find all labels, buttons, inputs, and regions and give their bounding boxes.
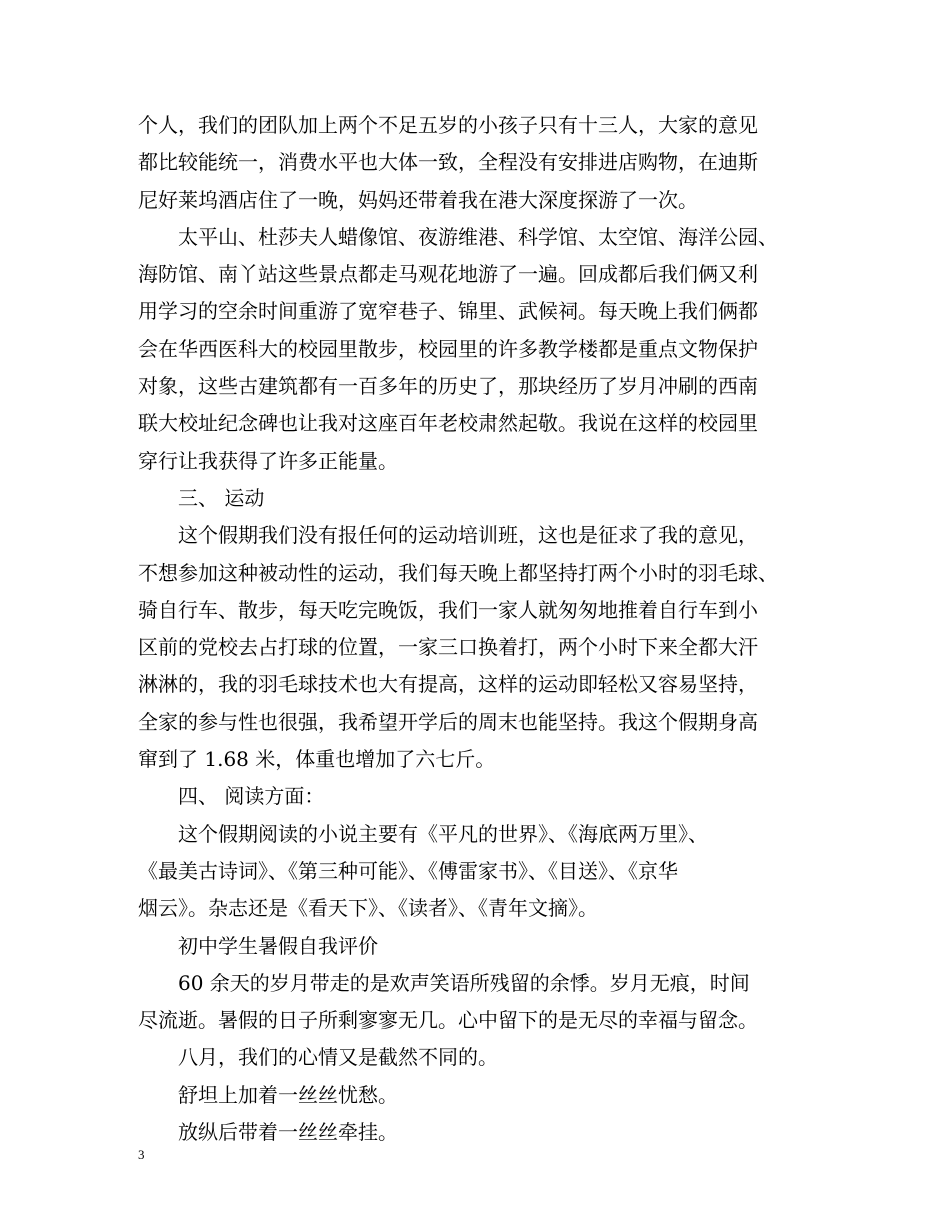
text-line: 区前的党校去占打球的位置，一家三口换着打，两个小时下来全都大汗: [138, 635, 758, 660]
text-line: 这个假期阅读的小说主要有《平凡的世界》、《海底两万里》、: [178, 821, 708, 846]
text-line: 会在华西医科大的校园里散步，校园里的许多教学楼都是重点文物保护: [138, 336, 758, 361]
paragraph-sightseeing: [138, 219, 818, 480]
text-line: 60 余天的岁月带走的是欢声笑语所残留的余悸。岁月无痕，时间: [178, 970, 750, 995]
document-body: [138, 107, 818, 1151]
paragraph-reading: [138, 816, 818, 928]
paragraph-sports: [138, 517, 818, 778]
paragraph-hong-kong-trip: [138, 107, 818, 219]
section-heading-reading: 四、 阅读方面：: [178, 784, 325, 809]
text-line: 都比较能统一，消费水平也大体一致，全程没有安排进店购物，在迪斯: [138, 150, 758, 175]
text-line: 尽流逝。暑假的日子所剩寥寥无几。心中留下的是无尽的幸福与留念。: [138, 1008, 758, 1033]
paragraph-august: [138, 1039, 818, 1076]
text-line: 舒坦上加着一丝丝忧愁。: [178, 1082, 398, 1107]
text-line: 八月，我们的心情又是截然不同的。: [178, 1045, 498, 1070]
text-line: 用学习的空余时间重游了宽窄巷子、锦里、武候祠。每天晚上我们俩都: [138, 299, 758, 324]
paragraph-summer-days: [138, 965, 818, 1040]
paragraph-comfort: [138, 1077, 818, 1114]
text-line: 烟云》。杂志还是《看天下》、《读者》、《青年文摘》。: [138, 896, 598, 921]
page-number: 3: [138, 1147, 145, 1162]
section-heading-sports: 三、 运动: [178, 485, 265, 510]
paragraph-freedom: [138, 1114, 818, 1151]
text-line: 《最美古诗词》、《第三种可能》、《傅雷家书》、《目送》、《京华: [138, 858, 678, 883]
text-line: 放纵后带着一丝丝牵挂。: [178, 1120, 398, 1145]
text-line: 太平山、杜莎夫人蜡像馆、夜游维港、科学馆、太空馆、海洋公园、: [178, 224, 778, 249]
text-line: 不想参加这种被动性的运动，我们每天晚上都坚持打两个小时的羽毛球、: [138, 560, 778, 585]
text-line: 个人，我们的团队加上两个不足五岁的小孩子只有十三人，大家的意见: [138, 113, 758, 137]
text-line: 全家的参与性也很强，我希望开学后的周末也能坚持。我这个假期身高: [138, 709, 758, 734]
text-line: 窜到了 1.68 米，体重也增加了六七斤。: [138, 747, 496, 772]
text-line: 这个假期我们没有报任何的运动培训班，这也是征求了我的意见，: [178, 523, 758, 548]
text-line: 海防馆、南丫站这些景点都走马观花地游了一遍。回成都后我们俩又利: [138, 262, 758, 287]
text-line: 尼好莱坞酒店住了一晚，妈妈还带着我在港大深度探游了一次。: [138, 187, 698, 212]
text-line: 穿行让我获得了许多正能量。: [138, 448, 398, 473]
essay-title: 初中学生暑假自我评价: [178, 933, 378, 958]
text-line: 骑自行车、散步，每天吃完晚饭，我们一家人就匆匆地推着自行车到小: [138, 597, 758, 622]
text-line: 淋淋的，我的羽毛球技术也大有提高，这样的运动即轻松又容易坚持，: [138, 672, 758, 697]
text-line: 对象，这些古建筑都有一百多年的历史了，那块经历了岁月冲刷的西南: [138, 374, 758, 399]
text-line: 联大校址纪念碑也让我对这座百年老校肃然起敬。我说在这样的校园里: [138, 411, 758, 436]
